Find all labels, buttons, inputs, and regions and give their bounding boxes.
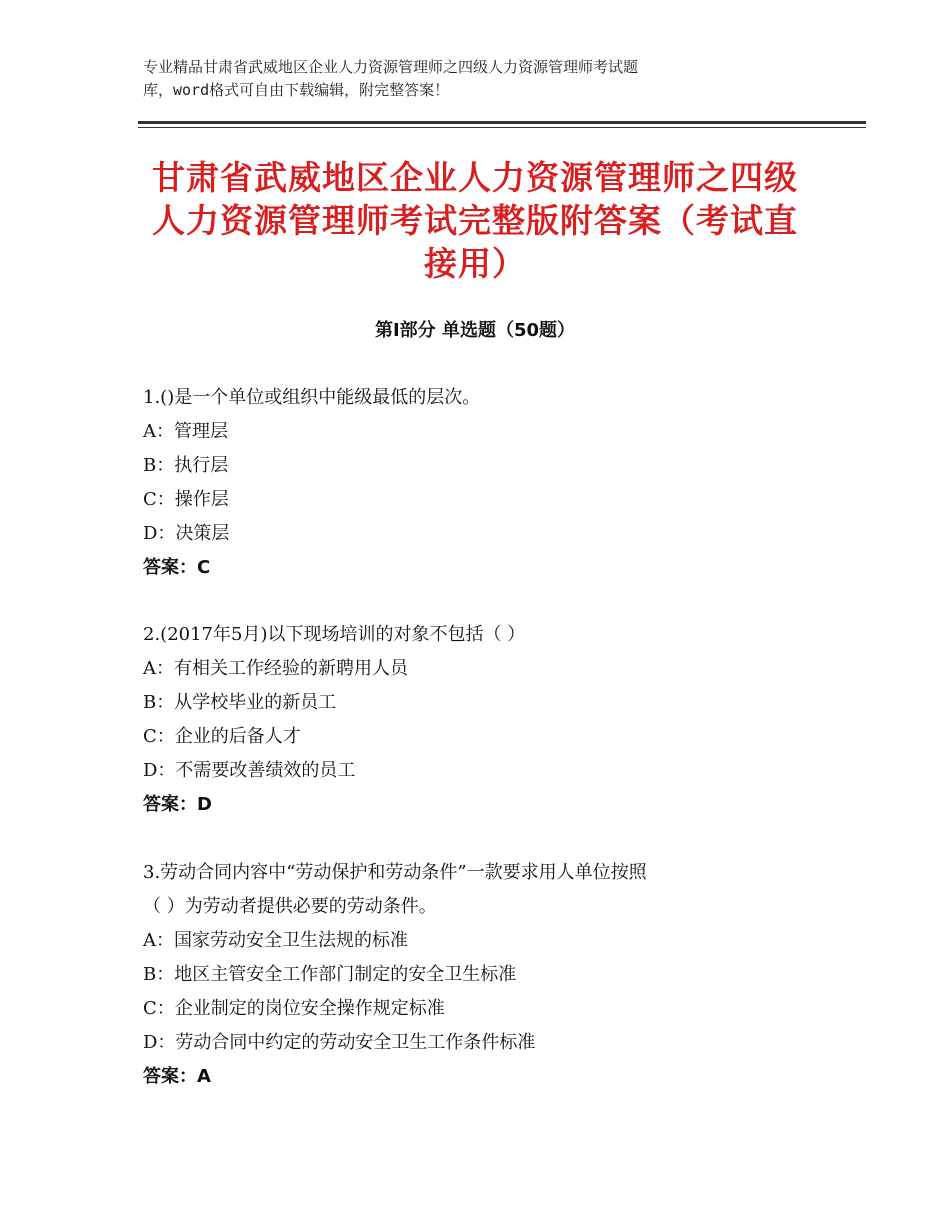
option-b: B：地区主管安全工作部门制定的安全卫生标准 (143, 964, 517, 985)
header-note-line-1: 专业精品甘肃省武威地区企业人力资源管理师之四级人力资源管理师考试题 (143, 58, 639, 76)
header-divider-thin (138, 127, 866, 128)
question-stem: 1.()是一个单位或组织中能级最低的层次。 (143, 387, 481, 408)
document-title (140, 156, 810, 285)
question-2 (143, 618, 823, 822)
option-c: C：企业制定的岗位安全操作规定标准 (143, 998, 445, 1019)
section-title: 第Ⅰ部分 单选题（50题） (374, 320, 575, 341)
option-c: C：操作层 (143, 489, 229, 510)
answer-label: 答案：D (143, 794, 212, 815)
option-b: B：执行层 (143, 455, 229, 476)
option-d: D：劳动合同中约定的劳动安全卫生工作条件标准 (143, 1032, 536, 1053)
document-title-line-1: 甘肃省武威地区企业人力资源管理师之四级 (152, 158, 798, 197)
question-stem-continued: （ ）为劳动者提供必要的劳动条件。 (143, 896, 437, 917)
option-d: D：决策层 (143, 523, 230, 544)
document-title-line-3: 接用） (424, 244, 526, 283)
header-note-line-2: 库，word格式可自由下载编辑，附完整答案！ (143, 81, 450, 99)
header-note (143, 56, 823, 102)
option-d: D：不需要改善绩效的员工 (143, 760, 356, 781)
answer-label: 答案：A (143, 1066, 211, 1087)
document-title-line-2: 人力资源管理师考试完整版附答案（考试直 (152, 201, 798, 240)
option-a: A：管理层 (143, 421, 228, 442)
question-1 (143, 381, 823, 585)
option-b: B：从学校毕业的新员工 (143, 692, 337, 713)
header-divider-thick (138, 121, 866, 124)
question-3 (143, 856, 823, 1094)
option-a: A：国家劳动安全卫生法规的标准 (143, 930, 408, 951)
option-a: A：有相关工作经验的新聘用人员 (143, 658, 408, 679)
question-stem: 2.(2017年5月)以下现场培训的对象不包括（ ） (143, 624, 526, 645)
answer-label: 答案：C (143, 557, 211, 578)
question-stem: 3.劳动合同内容中“劳动保护和劳动条件”一款要求用人单位按照 (143, 862, 647, 883)
option-c: C：企业的后备人才 (143, 726, 301, 747)
